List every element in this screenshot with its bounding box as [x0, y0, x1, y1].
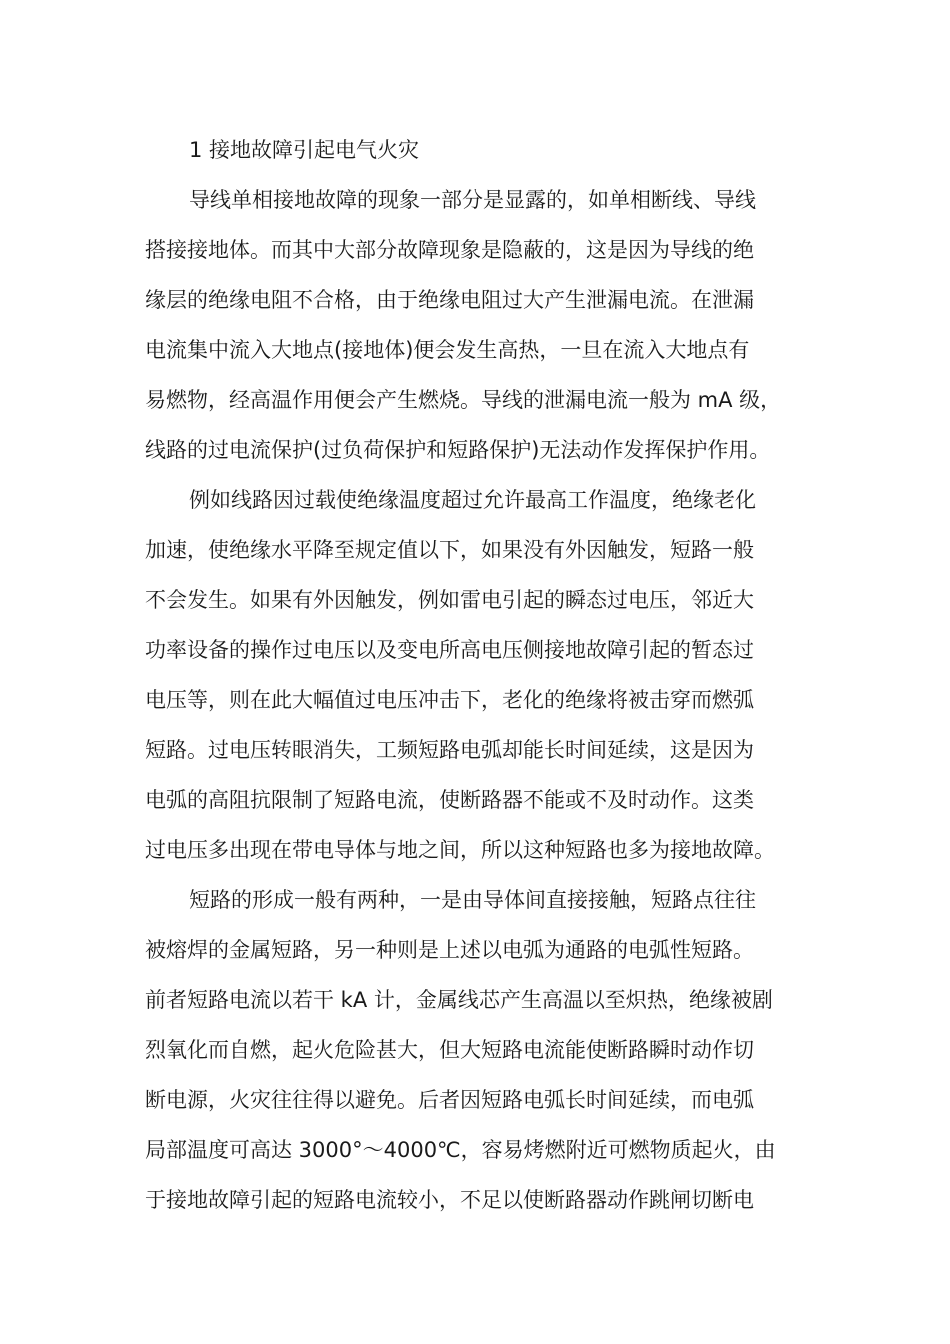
paragraph-line: 例如线路因过载使绝缘温度超过允许最高工作温度，绝缘老化 [189, 488, 756, 512]
paragraph-line: 断电源，火灾往往得以避免。后者因短路电弧长时间延续，而电弧 [145, 1088, 754, 1112]
paragraph-line: 电弧的高阻抗限制了短路电流，使断路器不能或不及时动作。这类 [145, 788, 754, 812]
paragraph-line: 过电压多出现在带电导体与地之间，所以这种短路也多为接地故障。 [145, 838, 775, 862]
paragraph-line: 前者短路电流以若干 kA 计，金属线芯产生高温以至炽热，绝缘被剧 [145, 988, 773, 1012]
paragraph-line: 不会发生。如果有外因触发，例如雷电引起的瞬态过电压，邻近大 [145, 588, 754, 612]
paragraph-3 [145, 875, 807, 1225]
paragraph-line: 功率设备的操作过电压以及变电所高电压侧接地故障引起的暂态过 [145, 638, 754, 662]
paragraph-line: 于接地故障引起的短路电流较小，不足以使断路器动作跳闸切断电 [145, 1188, 754, 1212]
paragraph-line: 被熔焊的金属短路，另一种则是上述以电弧为通路的电弧性短路。 [145, 938, 754, 962]
paragraph-line: 缘层的绝缘电阻不合格，由于绝缘电阻过大产生泄漏电流。在泄漏 [145, 288, 754, 312]
document-body [145, 125, 807, 1225]
paragraph-line: 搭接接地体。而其中大部分故障现象是隐蔽的，这是因为导线的绝 [145, 238, 754, 262]
paragraph-line: 电流集中流入大地点(接地体)便会发生高热，一旦在流入大地点有 [145, 338, 750, 362]
paragraph-line: 短路的形成一般有两种，一是由导体间直接接触，短路点往往 [189, 888, 756, 912]
paragraph-2 [145, 475, 807, 875]
paragraph-line: 易燃物，经高温作用便会产生燃烧。导线的泄漏电流一般为 mA 级， [145, 388, 782, 412]
paragraph-line: 电压等，则在此大幅值过电压冲击下，老化的绝缘将被击穿而燃弧 [145, 688, 754, 712]
paragraph-1 [145, 175, 807, 475]
paragraph-line: 烈氧化而自燃，起火危险甚大，但大短路电流能使断路瞬时动作切 [145, 1038, 754, 1062]
section-heading: 1 接地故障引起电气火灾 [189, 138, 420, 162]
paragraph-line: 局部温度可高达 3000°～4000℃，容易烤燃附近可燃物质起火，由 [145, 1138, 776, 1162]
paragraph-line: 短路。过电压转眼消失，工频短路电弧却能长时间延续，这是因为 [145, 738, 754, 762]
paragraph-line: 导线单相接地故障的现象一部分是显露的，如单相断线、导线 [189, 188, 756, 212]
paragraph-line: 线路的过电流保护(过负荷保护和短路保护)无法动作发挥保护作用。 [145, 438, 771, 462]
paragraph-line: 加速，使绝缘水平降至规定值以下，如果没有外因触发，短路一般 [145, 538, 754, 562]
